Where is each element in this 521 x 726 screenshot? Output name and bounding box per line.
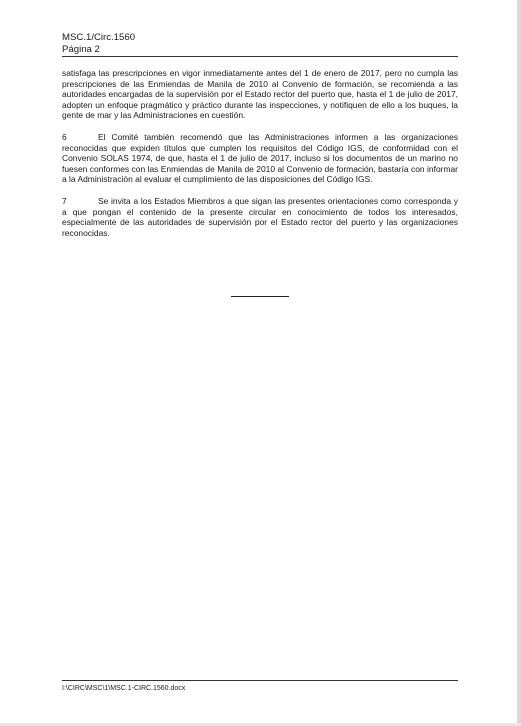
- end-of-document-rule: [231, 296, 289, 297]
- paragraph-text: Se invita a los Estados Miembros a que sigan las presentes orientaciones como corresponda y a que pongan el contenido de la presente circular en conocimiento de todos los interesados, especialmente de las autoridades de supervisión por el Estado rector del puerto y las organizaciones reconocidas.: [62, 195, 458, 238]
- document-body: [62, 68, 458, 249]
- page-footer: [62, 684, 185, 693]
- paragraph-text: satisfaga las prescripciones en vigor inmediatamente antes del 1 de enero de 2017, pero no cumpla las prescripciones de las Enmiendas de Manila de 2010 al Convenio de formación, se recomienda a las autoridades encargadas de la supervisión por el Estado rector del puerto que, hasta el 1 de julio de 2017, adopten un enfoque pragmático y práctico durante las inspecciones, y notifiquen de ello a los buques, la gente de mar y las Administraciones en cuestión.: [62, 68, 458, 121]
- paragraph-number: 7: [62, 195, 67, 206]
- paragraph-continuation: [62, 68, 458, 121]
- page-header: [62, 32, 458, 55]
- footer-divider: [62, 680, 458, 681]
- paragraph-6: [62, 132, 458, 185]
- file-path: I:\CIRC\MSC\1\MSC.1-CIRC.1560.docx: [62, 685, 186, 692]
- page-edge-right: [517, 0, 521, 726]
- paragraph-number: 6: [62, 131, 67, 142]
- paragraph-text: El Comité también recomendó que las Administraciones informen a las organizaciones reconocidas que expiden títulos que cumplen los requisitos del Código IGS, de conformidad con el Convenio SOLAS 1974, de que, hasta el 1 de julio de 2017, incluso si los documentos de un marino no fuesen conformes con las Enmiendas de Manila de 2010 al Convenio de formación, bastaría con informar a la Administración al evaluar el cumplimiento de las disposiciones del Código IGS.: [62, 131, 458, 185]
- document-reference: MSC.1/Circ.1560: [62, 32, 136, 43]
- page-number: Página 2: [62, 43, 100, 55]
- paragraph-7: [62, 196, 458, 238]
- header-divider: [62, 56, 458, 57]
